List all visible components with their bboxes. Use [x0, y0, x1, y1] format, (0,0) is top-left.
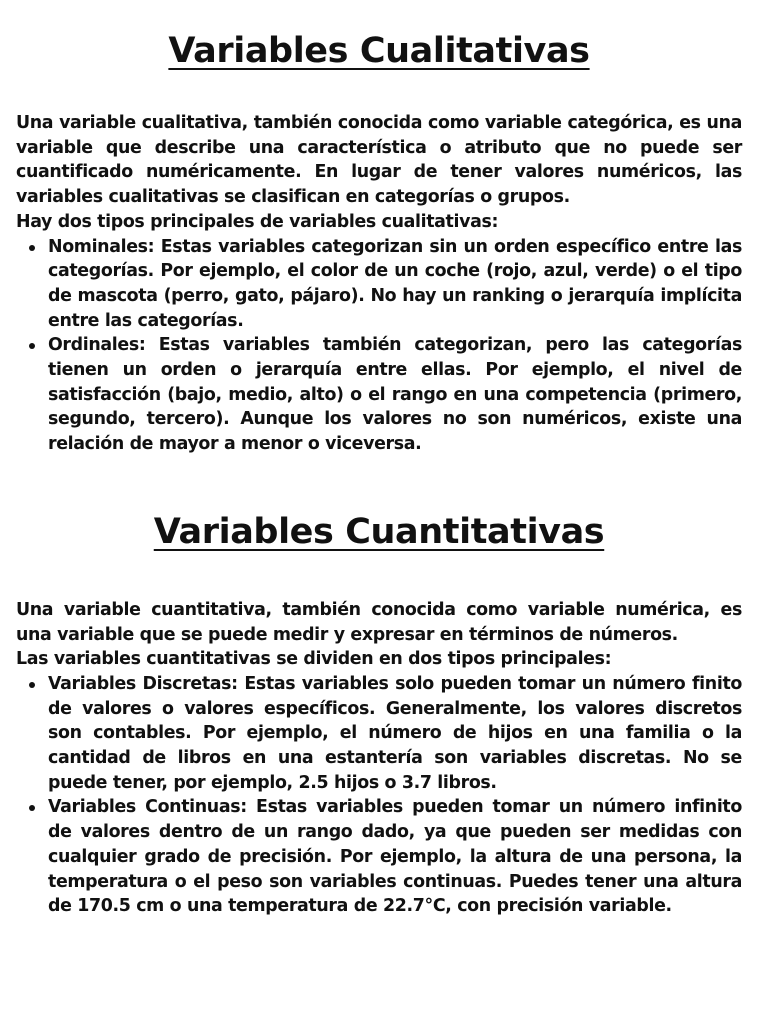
quantitative-definition-paragraph: Una variable cuantitativa, también conocida como variable numérica, es una variable que se puede medir y expresar en términos de números. [16, 599, 742, 645]
list-item-text: Variables Discretas: Estas variables solo pueden tomar un número finito de valores o valores específicos. Generalmente, los valores discretos son contables. Por ejemplo, el número de hijos en una familia o la cantidad de libros en una estantería son variables discretas. No se puede tener, por ejemplo, 2.5 hijos o 3.7 libros. [48, 673, 742, 793]
list-item-text: Nominales: Estas variables categorizan sin un orden específico entre las categorías. Por ejemplo, el color de un coche (rojo, azul, verde) o el tipo de mascota (perro, gato, pájaro). No hay un ranking o jerarquía implícita entre las categorías. [48, 236, 742, 331]
section-title-quantitative [16, 511, 742, 553]
section-qualitative [16, 30, 742, 457]
quantitative-types-list [16, 672, 742, 919]
list-item-text: Variables Continuas: Estas variables pueden tomar un número infinito de valores dentro de un rango dado, ya que pueden ser medidas con cualquier grado de precisión. Por ejemplo, la altura de una persona, la temperatura o el peso son variables continuas. Puedes tener una altura de 170.5 cm o una temperatura de 22.7°C, con precisión variable. [48, 797, 742, 917]
qualitative-definition-paragraph: Una variable cualitativa, también conocida como variable categórica, es una variable que describe una característica o atributo que no puede ser cuantificado numéricamente. En lugar de tener valores numéricos, las variables cualitativas se clasifican en categorías o grupos. [16, 113, 742, 208]
section-title-quantitative-text: Variables Cuantitativas [153, 511, 605, 552]
quantitative-types-intro: Las variables cuantitativas se dividen en dos tipos principales: [16, 649, 612, 670]
qualitative-types-intro: Hay dos tipos principales de variables cualitativas: [16, 211, 499, 232]
section-quantitative [16, 511, 742, 919]
list-item-ordinales [48, 333, 742, 457]
list-item-continuas [48, 795, 742, 919]
section-title-qualitative-text: Variables Cualitativas [168, 31, 590, 71]
bullet-icon [29, 245, 35, 251]
bullet-icon [29, 682, 35, 688]
bullet-icon [29, 805, 35, 811]
bullet-icon [29, 343, 35, 349]
section-title-qualitative [16, 30, 742, 72]
list-item-discretas [48, 672, 742, 796]
list-item-nominales [48, 235, 742, 334]
qualitative-types-list [16, 235, 742, 457]
list-item-text: Ordinales: Estas variables también categorizan, pero las categorías tienen un orden o jerarquía entre ellas. Por ejemplo, el nivel de satisfacción (bajo, medio, alto) o el rango en una competencia (primero, segundo, tercero). Aunque los valores no son numéricos, existe una relación de mayor a menor o viceversa. [48, 335, 742, 455]
